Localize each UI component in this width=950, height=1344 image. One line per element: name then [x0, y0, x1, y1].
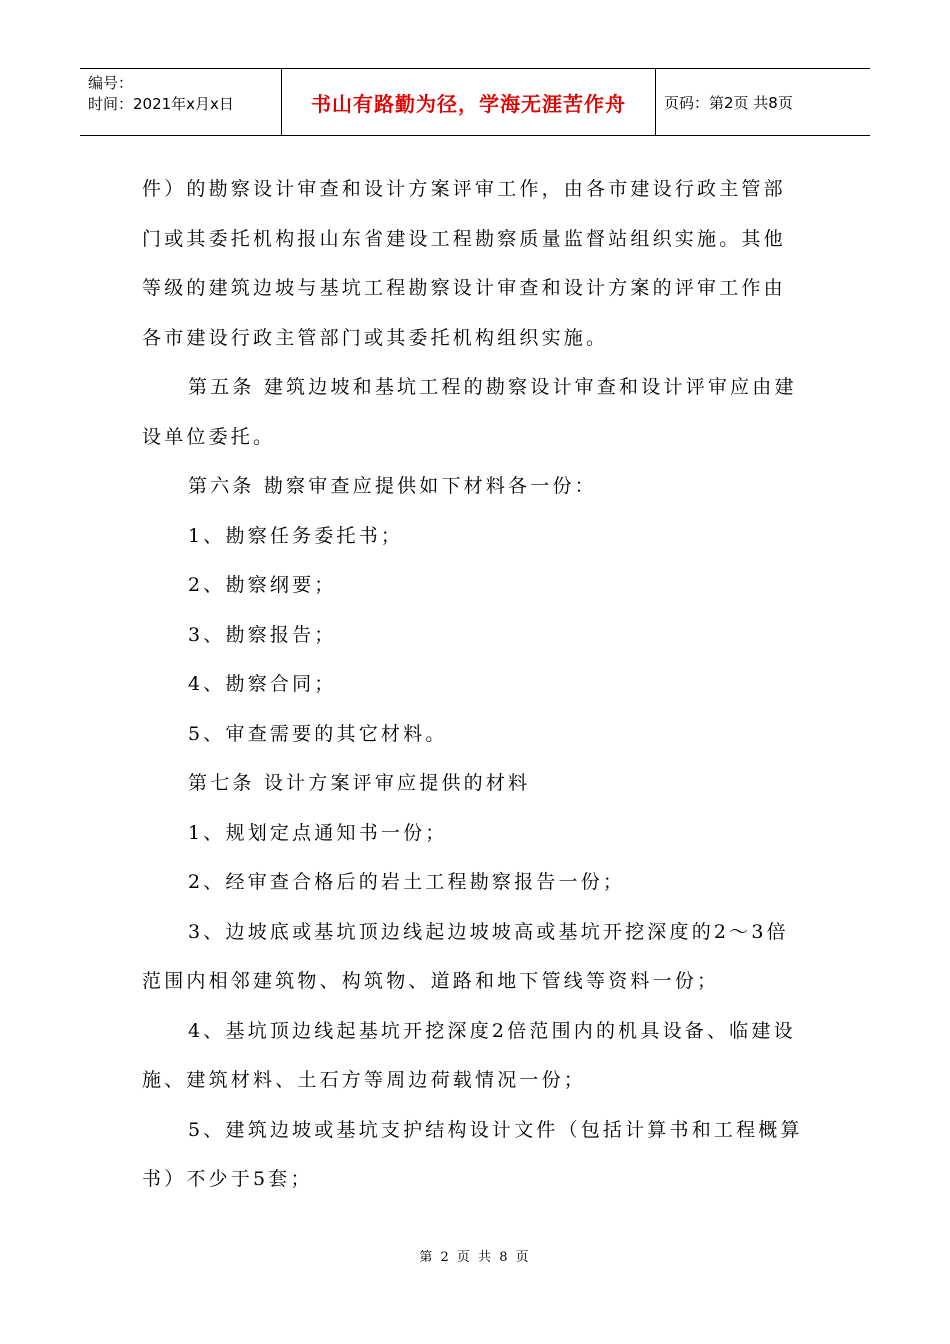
paragraph: 5、建筑边坡或基坑支护结构设计文件（包括计算书和工程概算书）不少于5套； [142, 1118, 803, 1190]
document-time-label: 时间：2021年x月x日 [88, 95, 234, 113]
paragraph: 3、边坡底或基坑顶边线起边坡坡高或基坑开挖深度的2～3倍范围内相邻建筑物、构筑物、道路和地下管线等资料一份； [142, 920, 789, 992]
page-footer: 第 2 页 共 8 页 [419, 1250, 531, 1265]
paragraph: 件）的勘察设计审查和设计方案评审工作，由各市建设行政主管部门或其委托机构报山东省建设工程勘察质量监督站组织实施。其他等级的建筑边坡与基坑工程勘察设计审查和设计方案的评审工作由各市建设行政主管部门或其委托机构组织实施。 [142, 178, 786, 349]
paragraph: 第六条 勘察审查应提供如下材料各一份： [188, 475, 597, 497]
paragraph: 4、基坑顶边线起基坑开挖深度2倍范围内的机具设备、临建设施、建筑材料、土石方等周边荷载情况一份； [142, 1019, 796, 1091]
paragraph: 第七条 设计方案评审应提供的材料 [188, 772, 531, 794]
paragraph: 2、勘察纲要； [188, 574, 337, 596]
paragraph: 4、勘察合同； [188, 673, 337, 695]
document-body [142, 165, 807, 1205]
paragraph: 第五条 建筑边坡和基坑工程的勘察设计审查和设计评审应由建设单位委托。 [142, 376, 797, 448]
paragraph: 5、审查需要的其它材料。 [188, 722, 448, 745]
page-header [80, 68, 870, 136]
header-page-label: 页码：第2页 共8页 [664, 93, 793, 112]
paragraph: 2、经审查合格后的岩土工程勘察报告一份； [188, 871, 626, 893]
paragraph: 1、勘察任务委托书； [188, 524, 404, 547]
header-meta [80, 69, 282, 135]
document-number-label: 编号： [88, 74, 134, 92]
paragraph: 3、勘察报告； [188, 623, 337, 646]
paragraph: 1、规划定点通知书一份； [188, 821, 448, 844]
header-motto: 书山有路勤为径，学海无涯苦作舟 [282, 69, 656, 135]
